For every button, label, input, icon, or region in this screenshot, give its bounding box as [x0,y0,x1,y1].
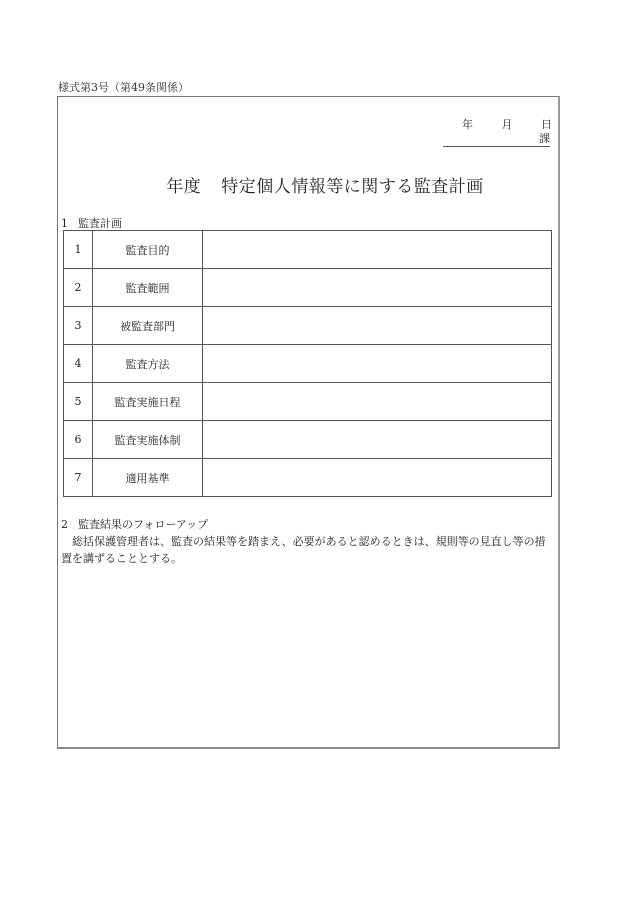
section2-followup [61,516,555,567]
section1-title: 監査計画 [78,217,122,230]
section2-title: 監査結果のフォローアップ [78,518,209,531]
row-number: 5 [64,383,93,421]
department-label: 課 [539,132,550,145]
row-value-cell[interactable] [203,231,552,269]
row-number: 2 [64,269,93,307]
audit-plan-table [63,230,552,497]
row-value-cell[interactable] [203,459,552,497]
table-row [64,307,552,345]
form-number-label: 様式第3号（第49条関係） [58,81,189,94]
title-main: 特定個人情報等に関する監査計画 [221,177,484,197]
day-label: 日 [541,118,552,131]
row-item: 被監査部門 [93,307,203,345]
month-label: 月 [501,118,513,131]
department-field [443,132,550,147]
title-year-prefix: 年度 [166,177,202,197]
section2-body: 総括保護管理者は、監査の結果等を踏まえ、必要があると認めるときは、規則等の見直し等の措置を講ずることとする。 [61,535,546,565]
section1-number: 1 [61,217,68,230]
table-row [64,421,552,459]
section2-heading [61,516,555,533]
year-label: 年 [462,118,473,131]
section2-number: 2 [61,518,68,531]
table-row [64,383,552,421]
row-value-cell[interactable] [203,383,552,421]
table-row [64,269,552,307]
page-title [0,172,630,197]
row-value-cell[interactable] [203,345,552,383]
row-item: 監査実施体制 [93,421,203,459]
table-row [64,345,552,383]
row-value-cell[interactable] [203,307,552,345]
row-number: 7 [64,459,93,497]
row-value-cell[interactable] [203,269,552,307]
table-row [64,459,552,497]
row-item: 監査方法 [93,345,203,383]
section1-heading [61,215,122,231]
row-number: 4 [64,345,93,383]
row-number: 3 [64,307,93,345]
row-item: 監査実施日程 [93,383,203,421]
date-fields [462,116,552,132]
row-value-cell[interactable] [203,421,552,459]
row-number: 6 [64,421,93,459]
row-item: 監査範囲 [93,269,203,307]
row-item: 監査目的 [93,231,203,269]
table-row [64,231,552,269]
row-item: 適用基準 [93,459,203,497]
row-number: 1 [64,231,93,269]
